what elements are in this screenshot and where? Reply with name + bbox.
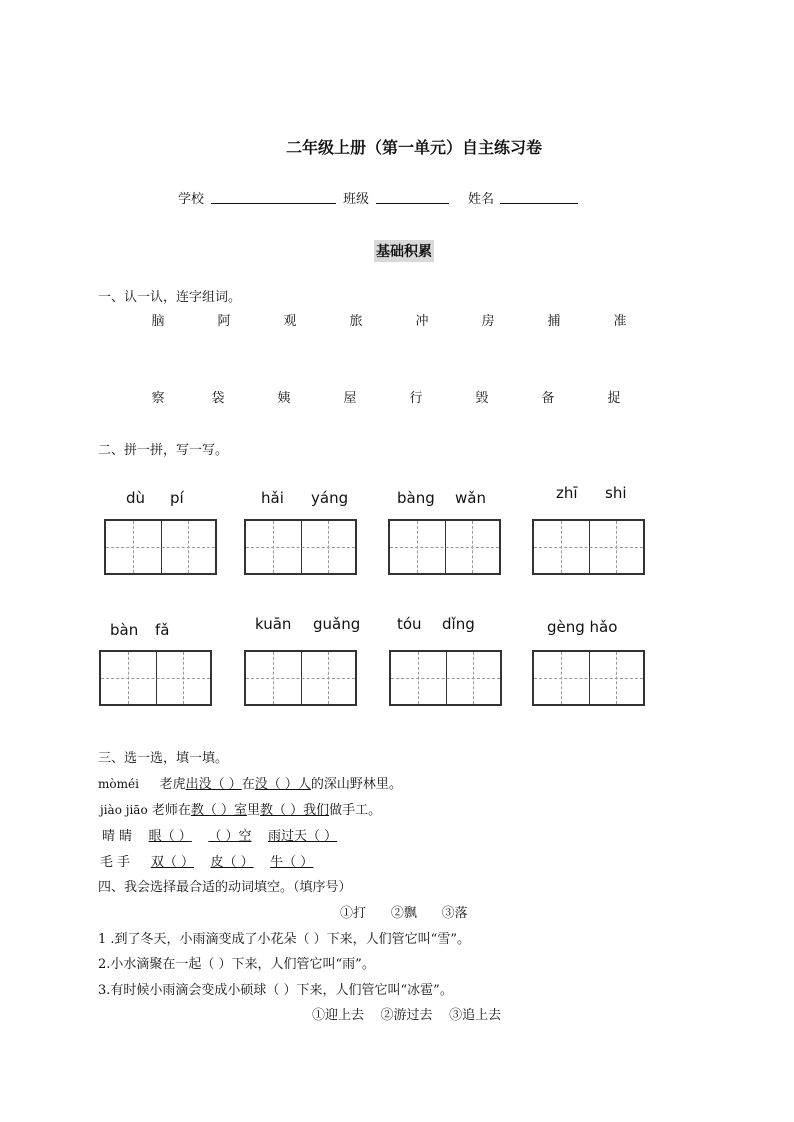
char[interactable]: 房 bbox=[481, 314, 495, 329]
writing-grid[interactable] bbox=[532, 650, 645, 706]
school-field[interactable] bbox=[211, 189, 336, 204]
writing-grid[interactable] bbox=[388, 519, 501, 575]
char[interactable]: 旅 bbox=[349, 314, 363, 329]
pinyin: shi bbox=[605, 484, 627, 502]
pinyin: hǎi bbox=[261, 489, 284, 507]
sentence-2[interactable]: 2.小水滴聚在一起（ ）下来，人们管它叫“雨”。 bbox=[98, 957, 375, 972]
fill-blank[interactable]: 教（ ）我们 bbox=[260, 803, 330, 818]
char-options: 毛 手 bbox=[100, 855, 131, 870]
pinyin: wǎn bbox=[455, 489, 486, 507]
char[interactable]: 阿 bbox=[217, 314, 231, 329]
pinyin-hint: mòméi bbox=[98, 777, 139, 791]
option: ②飘 bbox=[390, 906, 417, 921]
question-4-title: 四、我会选择最合适的动词填空。（填序号） bbox=[98, 880, 352, 895]
pinyin: zhī bbox=[556, 484, 578, 502]
char[interactable]: 察 bbox=[151, 391, 165, 406]
class-field[interactable] bbox=[376, 189, 449, 204]
char[interactable]: 备 bbox=[541, 391, 555, 406]
option: ③追上去 bbox=[449, 1008, 502, 1023]
char[interactable]: 行 bbox=[409, 391, 423, 406]
char[interactable]: 屋 bbox=[343, 391, 357, 406]
writing-grid[interactable] bbox=[389, 650, 502, 706]
char[interactable]: 准 bbox=[613, 314, 627, 329]
char-options: 晴 睛 bbox=[102, 829, 133, 844]
fill-blank[interactable]: 牛（ ） bbox=[270, 855, 314, 870]
fill-blank[interactable]: 没（ ）人 bbox=[254, 777, 311, 792]
char[interactable]: 脑 bbox=[151, 314, 165, 329]
pinyin: gèng hǎo bbox=[547, 618, 618, 636]
fill-blank[interactable]: （ ）空 bbox=[208, 829, 252, 844]
class-label: 班级 bbox=[343, 192, 370, 207]
pinyin: guǎng bbox=[313, 615, 361, 633]
school-label: 学校 bbox=[178, 192, 205, 207]
fill-blank[interactable]: 皮（ ） bbox=[210, 855, 254, 870]
sentence-3[interactable]: 3.有时候小雨滴会变成小硕球（ ）下来，人们管它叫“冰雹”。 bbox=[98, 983, 453, 998]
char[interactable]: 袋 bbox=[211, 391, 225, 406]
text: 在 bbox=[241, 777, 255, 792]
text: 做手工。 bbox=[329, 803, 382, 818]
pinyin: tóu bbox=[397, 615, 422, 633]
pinyin: dù bbox=[126, 489, 146, 507]
option: ③落 bbox=[441, 906, 468, 921]
q3-line-3 bbox=[102, 825, 337, 844]
writing-grid[interactable] bbox=[244, 650, 357, 706]
writing-grid[interactable] bbox=[532, 519, 645, 575]
writing-grid[interactable] bbox=[104, 519, 217, 575]
text: 里 bbox=[247, 803, 261, 818]
option: ②游过去 bbox=[380, 1008, 433, 1023]
q3-line-2 bbox=[100, 799, 381, 818]
name-label: 姓名 bbox=[468, 192, 495, 207]
char[interactable]: 捕 bbox=[547, 314, 561, 329]
pinyin: bàn bbox=[110, 621, 139, 639]
question-3-title: 三、选一选，填一填。 bbox=[98, 751, 229, 766]
char[interactable]: 观 bbox=[283, 314, 297, 329]
options-row bbox=[340, 902, 468, 921]
page-title: 二年级上册（第一单元）自主练习卷 bbox=[286, 138, 543, 157]
name-field[interactable] bbox=[500, 189, 578, 204]
pinyin: pí bbox=[170, 489, 184, 507]
q3-line-1 bbox=[98, 773, 402, 792]
pinyin: fǎ bbox=[155, 621, 170, 639]
char[interactable]: 姨 bbox=[277, 391, 291, 406]
q3-line-4 bbox=[100, 851, 313, 870]
options-row-2 bbox=[312, 1004, 501, 1023]
fill-blank[interactable]: 教（ ）室 bbox=[190, 803, 247, 818]
text: 老虎 bbox=[159, 777, 186, 792]
char[interactable]: 毁 bbox=[475, 391, 489, 406]
pinyin: kuān bbox=[255, 615, 292, 633]
char[interactable]: 捉 bbox=[607, 391, 621, 406]
writing-grid[interactable] bbox=[99, 650, 212, 706]
sentence-1[interactable]: 1 .到了冬天，小雨滴变成了小花朵（ ）下来，人们管它叫“雪”。 bbox=[98, 932, 470, 947]
option: ①迎上去 bbox=[312, 1008, 365, 1023]
pinyin: dǐng bbox=[442, 615, 475, 633]
section-title: 基础积累 bbox=[374, 240, 434, 262]
fill-blank[interactable]: 双（ ） bbox=[150, 855, 194, 870]
pinyin-hint: jiào jiāo bbox=[100, 803, 148, 817]
writing-grid[interactable] bbox=[244, 519, 357, 575]
text: 的深山野林里。 bbox=[310, 777, 402, 792]
fill-blank[interactable]: 眼（ ） bbox=[148, 829, 192, 844]
question-1-title: 一、认一认，连字组词。 bbox=[98, 290, 242, 305]
option: ①打 bbox=[340, 906, 367, 921]
char[interactable]: 冲 bbox=[415, 314, 429, 329]
text: 老师在 bbox=[151, 803, 191, 818]
fill-blank[interactable]: 雨过天（ ） bbox=[268, 829, 338, 844]
fill-blank[interactable]: 出没（ ） bbox=[185, 777, 242, 792]
question-2-title: 二、拼一拼，写一写。 bbox=[98, 443, 229, 458]
pinyin: bàng bbox=[397, 489, 435, 507]
pinyin: yáng bbox=[311, 489, 349, 507]
